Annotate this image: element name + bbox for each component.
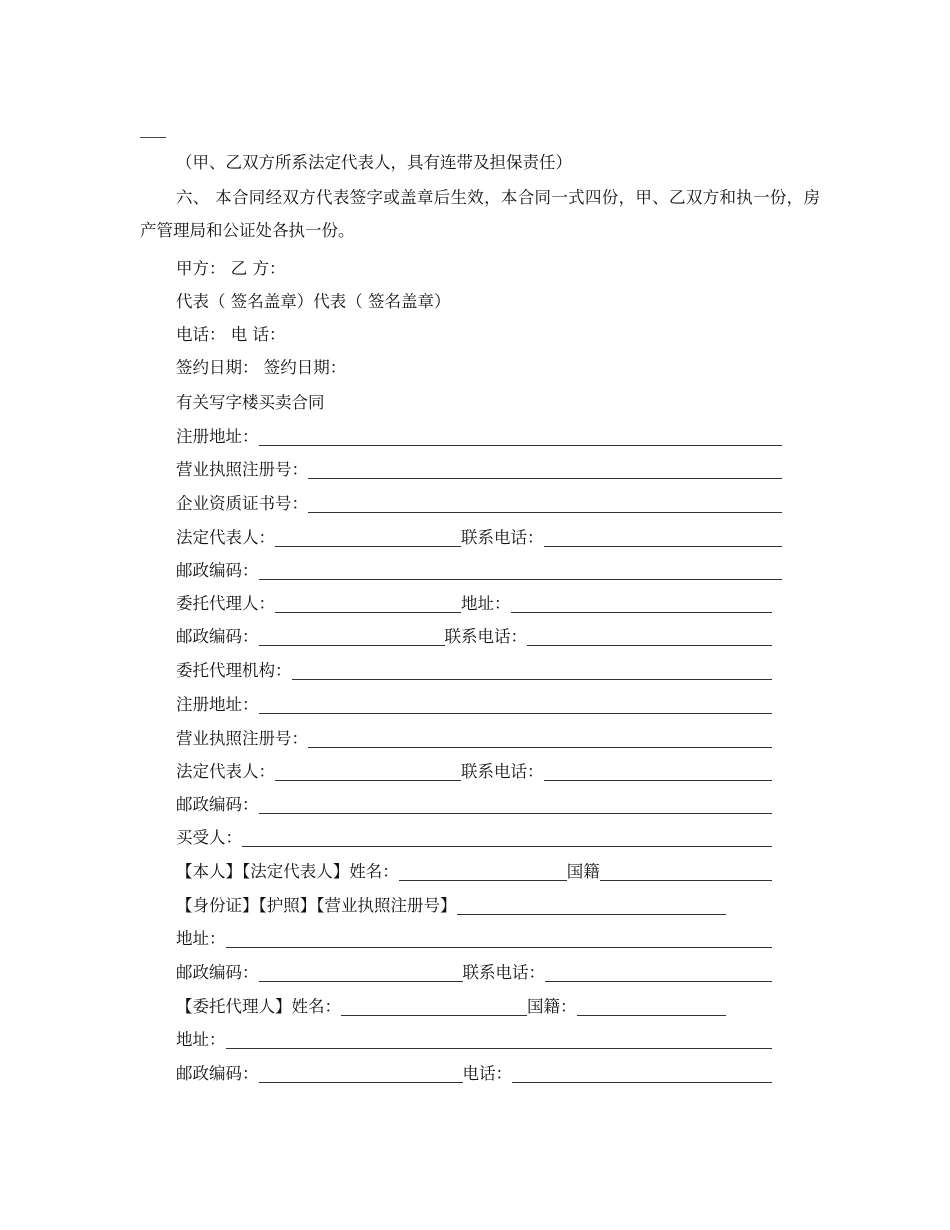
buyer-name-blank[interactable] xyxy=(399,862,567,881)
seller-cert-row xyxy=(176,492,782,516)
buyer-agent-postal-label: 邮政编码： xyxy=(176,1064,259,1083)
seller-legal-rep-row xyxy=(176,526,782,550)
buyer-postal-row xyxy=(176,961,772,985)
buyer-postal-blank[interactable] xyxy=(259,963,463,982)
agency-reg-address-blank[interactable] xyxy=(259,695,773,714)
seller-reg-address-row xyxy=(176,425,782,449)
agency-postal-blank[interactable] xyxy=(259,795,773,814)
buyer-agent-postal-blank[interactable] xyxy=(259,1064,463,1083)
buyer-agent-address-row xyxy=(176,1028,772,1052)
buyer-phone-blank[interactable] xyxy=(545,963,772,982)
agency-postal-label: 邮政编码： xyxy=(176,795,259,814)
buyer-row xyxy=(176,826,772,850)
agency-blank[interactable] xyxy=(292,661,773,680)
agency-label: 委托代理机构： xyxy=(176,661,292,680)
agency-phone-blank[interactable] xyxy=(544,762,773,781)
agent-blank[interactable] xyxy=(275,594,461,613)
license-blank[interactable] xyxy=(308,460,782,479)
legal-rep-label: 法定代表人： xyxy=(176,528,275,547)
buyer-phone-label: 联系电话： xyxy=(462,963,545,982)
agent-phone-blank[interactable] xyxy=(527,627,772,646)
license-label: 营业执照注册号： xyxy=(176,460,308,479)
buyer-agent-row xyxy=(176,995,726,1019)
reg-address-label: 注册地址： xyxy=(176,427,259,446)
buyer-postal-label: 邮政编码： xyxy=(176,963,259,982)
phone-line: 电话： 电 话： xyxy=(176,325,286,344)
agent-postal-label: 邮政编码： xyxy=(176,627,259,646)
agent-address-blank[interactable] xyxy=(511,594,773,613)
agent-phone-label: 联系电话： xyxy=(444,627,527,646)
agency-legal-rep-label: 法定代表人： xyxy=(176,762,275,781)
buyer-nationality-blank[interactable] xyxy=(600,862,772,881)
agency-row xyxy=(176,659,772,683)
buyer-blank[interactable] xyxy=(242,828,772,847)
buyer-identity-label: 【本人】【法定代表人】姓名： xyxy=(176,862,399,881)
agency-legal-rep-blank[interactable] xyxy=(275,762,461,781)
postal-blank[interactable] xyxy=(259,561,783,580)
seller-postal-row xyxy=(176,559,782,583)
agency-license-row xyxy=(176,727,772,751)
buyer-agent-nationality-label: 国籍： xyxy=(527,997,577,1016)
postal-label: 邮政编码： xyxy=(176,561,259,580)
agent-row xyxy=(176,592,772,616)
agency-reg-address-label: 注册地址： xyxy=(176,695,259,714)
contact-phone-label: 联系电话： xyxy=(461,528,544,547)
agency-phone-label: 联系电话： xyxy=(461,762,544,781)
agent-postal-blank[interactable] xyxy=(259,627,445,646)
legal-rep-blank[interactable] xyxy=(275,528,461,547)
buyer-identity-row xyxy=(176,860,772,884)
agency-reg-address-row xyxy=(176,693,772,717)
agent-label: 委托代理人： xyxy=(176,594,275,613)
buyer-agent-address-blank[interactable] xyxy=(226,1030,773,1049)
contract-title: 有关写字楼买卖合同 xyxy=(176,393,325,412)
agent-address-label: 地址： xyxy=(461,594,511,613)
buyer-agent-address-label: 地址： xyxy=(176,1030,226,1049)
buyer-id-types-label: 【身份证】【护照】【营业执照注册号】 xyxy=(176,896,457,915)
buyer-agent-phone-label: 电话： xyxy=(462,1064,512,1083)
buyer-agent-nationality-blank[interactable] xyxy=(577,997,727,1016)
agency-license-blank[interactable] xyxy=(308,729,772,748)
buyer-id-row xyxy=(176,894,726,918)
contact-phone-blank[interactable] xyxy=(544,528,783,547)
buyer-address-blank[interactable] xyxy=(226,929,773,948)
buyer-address-row xyxy=(176,927,772,951)
buyer-agent-phone-blank[interactable] xyxy=(512,1064,772,1083)
agency-license-label: 营业执照注册号： xyxy=(176,729,308,748)
agency-postal-row xyxy=(176,793,772,817)
top-rule xyxy=(140,137,166,138)
agency-legal-rep-row xyxy=(176,760,772,784)
cert-label: 企业资质证书号： xyxy=(176,494,308,513)
buyer-address-label: 地址： xyxy=(176,929,226,948)
rep-line: 代表（ 签名盖章）代表（ 签名盖章） xyxy=(176,292,451,311)
seller-license-row xyxy=(176,458,782,482)
buyer-label: 买受人： xyxy=(176,828,242,847)
clause-six: 六、 本合同经双方代表签字或盖章后生效，本合同一式四份，甲、乙双方和执一份，房产管理局和公证处各执一份。 xyxy=(140,188,820,240)
buyer-agent-label: 【委托代理人】姓名： xyxy=(176,997,341,1016)
buyer-id-blank[interactable] xyxy=(457,896,727,915)
cert-blank[interactable] xyxy=(308,494,782,513)
buyer-agent-postal-row xyxy=(176,1062,772,1086)
buyer-agent-name-blank[interactable] xyxy=(341,997,527,1016)
agent-postal-row xyxy=(176,625,772,649)
date-line: 签约日期： 签约日期： xyxy=(176,358,347,377)
buyer-nationality-label: 国籍 xyxy=(566,862,600,881)
reg-address-blank[interactable] xyxy=(259,427,783,446)
guarantee-note: （甲、乙双方所系法定代表人，具有连带及担保责任） xyxy=(176,153,572,172)
party-line: 甲方： 乙 方： xyxy=(176,259,286,278)
